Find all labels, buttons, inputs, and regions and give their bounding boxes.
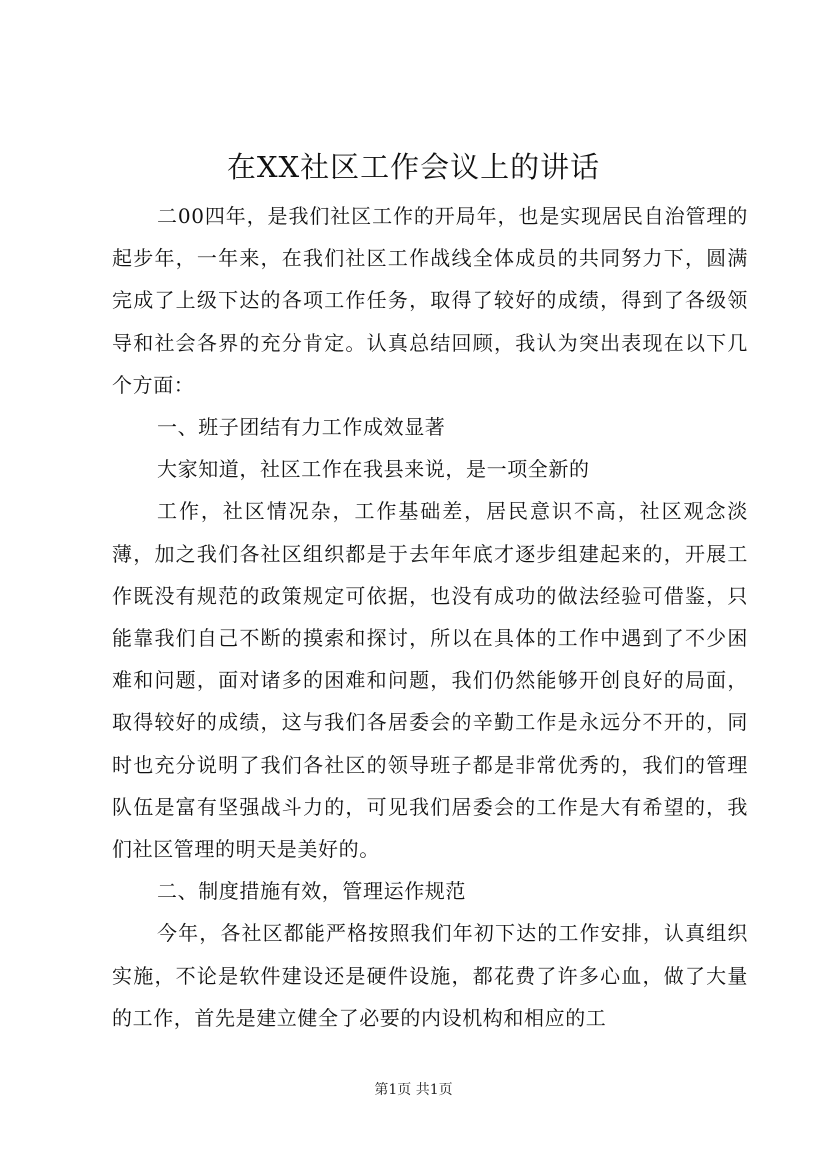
- section-heading-1: 一、班子团结有力工作成效显著: [157, 415, 446, 440]
- paragraph-intro: 二00四年，是我们社区工作的开局年，也是实现居民自治管理的起步年，一年来，在我们社区工作战线全体成员的共同努力下，圆满完成了上级下达的各项工作任务，取得了较好的成绩，得到了各级领导和社会各界的充分肯定。认真总结回顾，我认为突出表现在以下几个方面：: [112, 204, 748, 397]
- document-body: [112, 195, 748, 1039]
- paragraph-section1-lead: 大家知道，社区工作在我县来说，是一项全新的: [157, 457, 590, 482]
- page-number-label: 第1页 共1页: [374, 1082, 453, 1098]
- page-footer: [0, 1080, 827, 1100]
- paragraph-section2-body: 今年，各社区都能严格按照我们年初下达的工作安排，认真组织实施，不论是软件建设还是硬件设施，都花费了许多心血，做了大量的工作，首先是建立健全了必要的内设机构和相应的工: [112, 921, 748, 1030]
- document-title: 在XX社区工作会议上的讲话: [226, 150, 601, 184]
- section-heading-2: 二、制度措施有效，管理运作规范: [157, 879, 466, 904]
- paragraph-section1-body: 工作，社区情况杂，工作基础差，居民意识不高，社区观念淡薄，加之我们各社区组织都是于去年年底才逐步组建起来的，开展工作既没有规范的政策规定可依据，也没有成功的做法经验可借鉴，只能靠我们自己不断的摸索和探讨，所以在具体的工作中遇到了不少困难和问题，面对诸多的困难和问题，我们仍然能够开创良好的局面，取得较好的成绩，这与我们各居委会的辛勤工作是永远分不开的，同时也充分说明了我们各社区的领导班子都是非常优秀的，我们的管理队伍是富有坚强战斗力的，可见我们居委会的工作是大有希望的，我们社区管理的明天是美好的。: [112, 499, 748, 862]
